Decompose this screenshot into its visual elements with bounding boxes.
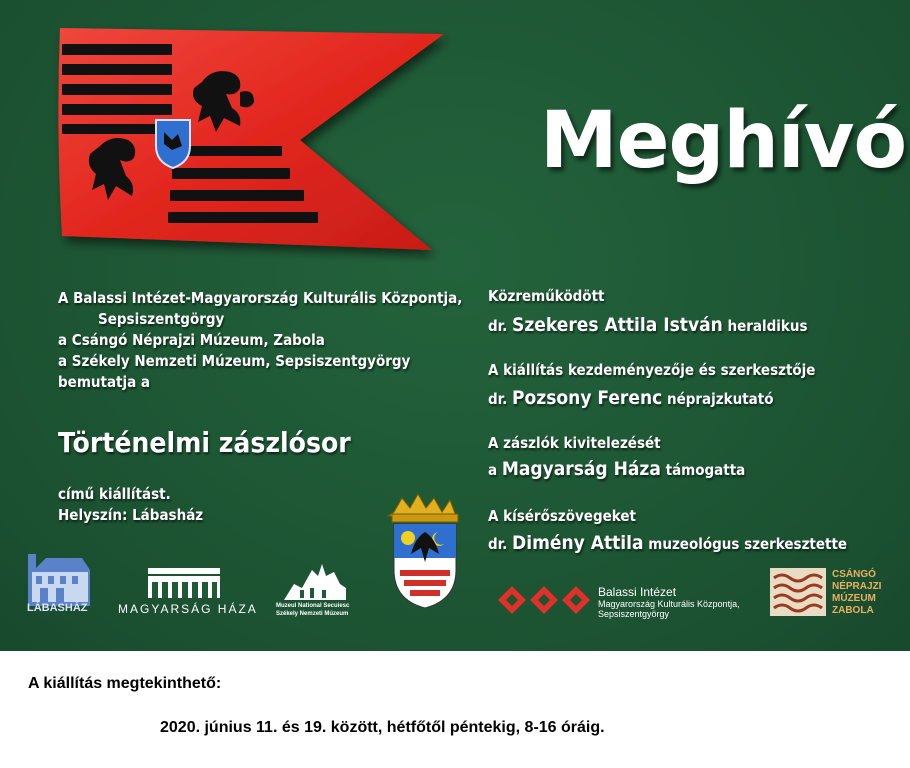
credit-heading: A kiállítás kezdeményezője és szerkesztője (488, 361, 816, 379)
page-title: Meghívó (540, 96, 907, 186)
flag-image (52, 22, 452, 262)
credit-heading: A kísérőszövegeket (488, 507, 636, 525)
flag-stripe (62, 104, 172, 115)
credit-heading: A zászlók kivitelezését (488, 434, 661, 452)
viewable-heading: A kiállítás megtekinthető: (28, 675, 222, 692)
szekely-museum-label-2: Székely Nemzeti Múzeum (276, 611, 349, 617)
balassi-label-3: Sepsiszentgyörgy (598, 609, 670, 619)
organizer-line: a Székely Nemzeti Múzeum, Sepsiszentgyörgy (58, 352, 411, 370)
credit-name: Magyarság Háza (501, 458, 661, 480)
credit-name: Szekeres Attila István (512, 314, 723, 336)
flag-stripe (62, 124, 162, 134)
exhibition-suffix: című kiállítást. (58, 485, 171, 503)
balassi-label-2: Magyarország Kulturális Központja, (598, 599, 740, 609)
organizer-line: a Csángó Néprajzi Múzeum, Zabola (58, 331, 325, 349)
exhibition-title: Történelmi zászlósor (58, 426, 351, 459)
labashaz-label: LÁBASHÁZ (27, 602, 88, 614)
csango-label-1: CSÁNGÓ (832, 569, 876, 580)
organizer-line: A Balassi Intézet-Magyarország Kulturális Központja, (58, 289, 463, 307)
szekely-museum-label-1: Muzeul National Secuiesc (276, 603, 350, 609)
opening-dates: 2020. június 11. és 19. között, hétfőtől péntekig, 8-16 óráig. (160, 719, 605, 736)
credit-heading: Közreműködött (488, 287, 605, 305)
flag-stripe (62, 64, 172, 75)
flag-stripe (62, 44, 172, 55)
credit-name: Pozsony Ferenc (512, 387, 663, 409)
organizer-line: Sepsiszentgörgy (98, 310, 225, 328)
flag-stripe (182, 146, 282, 156)
csango-museum-logo (770, 568, 826, 616)
venue: Helyszín: Lábasház (58, 506, 204, 524)
balassi-logo (496, 584, 592, 616)
coat-of-arms-icon (380, 490, 470, 610)
credit-line: dr. Dimény Attila muzeológus szerkesztette (488, 532, 848, 554)
magyarsag-haza-label: MAGYARSÁG HÁZA (118, 602, 258, 616)
flag-stripe (170, 190, 304, 201)
credit-line: a Magyarság Háza támogatta (488, 458, 746, 480)
szekely-museum-logo (280, 562, 350, 602)
magyarsag-haza-logo (146, 566, 222, 600)
csango-label-2: NÉPRAJZI (832, 581, 882, 592)
credit-name: Dimény Attila (512, 532, 644, 554)
organizer-line: bemutatja a (58, 373, 151, 391)
footer-strip (0, 651, 910, 768)
credit-line: dr. Szekeres Attila István heraldikus (488, 314, 808, 336)
csango-label-4: ZABOLA (832, 605, 874, 616)
csango-label-3: MÚZEUM (832, 593, 876, 604)
flag-stripe (172, 168, 290, 179)
credit-line: dr. Pozsony Ferenc néprajzkutató (488, 387, 774, 409)
balassi-label-1: Balassi Intézet (598, 585, 677, 599)
flag-stripe (168, 212, 318, 223)
flag-stripe (62, 84, 172, 95)
